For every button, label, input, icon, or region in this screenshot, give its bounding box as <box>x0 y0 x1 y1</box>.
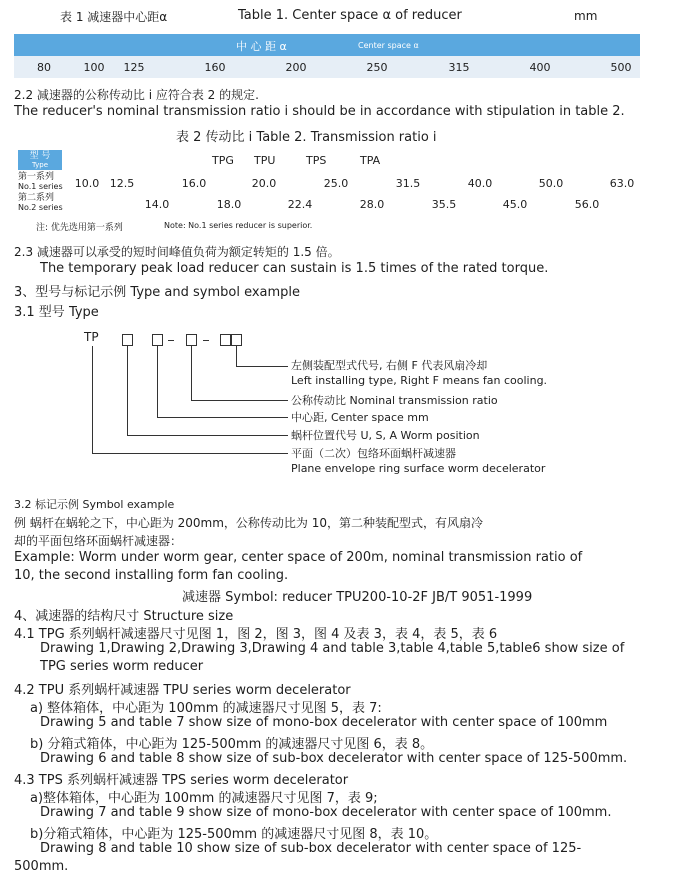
table1-value: 160 <box>204 61 226 74</box>
table2-row2-value: 14.0 <box>144 198 170 211</box>
table1-title-en: Table 1. Center space α of reducer <box>238 8 462 23</box>
section-2-3-en: The temporary peak load reducer can sustain is 1.5 times of the rated torque. <box>40 261 549 276</box>
type-label-installing-cn: 左侧装配型式代号, 右侧 F 代表风扇冷却 <box>291 359 488 372</box>
section-4-2-a-cn: a) 整体箱体，中心距为 100mm 的减速器尺寸见图 5，表 7: <box>30 701 382 716</box>
table2-type-cn: 型 号 <box>29 151 51 161</box>
table1-value: 200 <box>285 61 307 74</box>
section-3-2-heading: 3.2 标记示例 Symbol example <box>14 498 175 511</box>
section-3-2-cn-1: 例 蜗杆在蜗轮之下，中心距为 200mm，公称传动比为 10，第二种装配型式，有风扇冷 <box>14 516 483 530</box>
section-4-2-b-cn: b) 分箱式箱体，中心距为 125-500mm 的减速器尺寸见图 6，表 8。 <box>30 737 434 752</box>
type-label-decelerator-cn: 平面（二次）包络环面蜗杆减速器 <box>291 447 456 460</box>
table2-type: TPU <box>254 154 276 167</box>
leader-line <box>92 453 288 454</box>
table2-row1-value: 40.0 <box>467 177 493 190</box>
table2-row2-en: No.2 series <box>18 203 63 212</box>
section-4-2-heading: 4.2 TPU 系列蜗杆减速器 TPU series worm decelerator <box>14 683 351 698</box>
table2-row2-label <box>18 193 63 213</box>
table2-row1-value: 16.0 <box>181 177 207 190</box>
section-2-2-en: The reducer's nominal transmission ratio i should be in accordance with stipulation in table 2. <box>14 104 625 119</box>
table1-title-cn: 表 1 减速器中心距α <box>60 10 168 24</box>
section-3-2-en-1: Example: Worm under worm gear, center space of 200m, nominal transmission ratio of <box>14 550 583 565</box>
table1-value: 315 <box>448 61 470 74</box>
table2-title: 表 2 传动比 i Table 2. Transmission ratio i <box>176 130 437 145</box>
table1-header-bar <box>14 34 640 56</box>
type-label-ratio: 公称传动比 Nominal transmission ratio <box>291 394 498 407</box>
table1-value: 80 <box>37 61 51 74</box>
table2-row1-value: 25.0 <box>323 177 349 190</box>
leader-line <box>191 400 288 401</box>
table2-row2-value: 45.0 <box>502 198 528 211</box>
type-code-dash <box>203 340 209 341</box>
section-3-2-cn-2: 却的平面包络环面蜗杆减速器： <box>14 534 183 548</box>
section-2-2-cn: 2.2 减速器的公称传动比 i 应符合表 2 的规定. <box>14 88 259 102</box>
table2-row1-value: 63.0 <box>609 177 635 190</box>
table2-row2-value: 28.0 <box>359 198 385 211</box>
table1-value: 125 <box>123 61 145 74</box>
table1-header-en: Center space α <box>358 41 419 50</box>
leader-line <box>191 346 192 401</box>
table2-row2-value: 56.0 <box>574 198 600 211</box>
leader-line <box>236 346 237 367</box>
type-code-box <box>220 334 231 346</box>
table1-value: 250 <box>366 61 388 74</box>
table1-unit: mm <box>574 9 598 23</box>
table1-header-cn: 中 心 距 α <box>236 40 287 53</box>
type-label-center-space: 中心距, Center space mm <box>291 411 429 424</box>
type-code-box <box>122 334 133 346</box>
section-3-2-symbol: 减速器 Symbol: reducer TPU200-10-2F JB/T 9051-1999 <box>182 590 533 605</box>
type-label-worm-position: 蜗杆位置代号 U, S, A Worm position <box>291 429 480 442</box>
table2-row1-value: 50.0 <box>538 177 564 190</box>
table2-type: TPG <box>212 154 234 167</box>
section-4-3-b-en-1: Drawing 8 and table 10 show size of sub-box decelerator with center space of 125- <box>40 841 582 856</box>
table2-type-en: Type <box>31 161 49 169</box>
table2-type: TPS <box>306 154 327 167</box>
section-4-1-en-1: Drawing 1,Drawing 2,Drawing 3,Drawing 4 and table 3,table 4,table 5,table6 show size of <box>40 641 625 656</box>
section-2-3-cn: 2.3 减速器可以承受的短时间峰值负荷为额定转矩的 1.5 倍。 <box>14 245 340 259</box>
table2-row1-value: 12.5 <box>109 177 135 190</box>
table2-row1-label <box>18 172 63 192</box>
section-3-1-heading: 3.1 型号 Type <box>14 305 99 320</box>
table2-row1-value: 10.0 <box>74 177 100 190</box>
section-4-2-a-en: Drawing 5 and table 7 show size of mono-box decelerator with center space of 100mm <box>40 715 608 730</box>
leader-line <box>127 435 288 436</box>
section-4-1-en-2: TPG series worm reducer <box>40 659 204 674</box>
type-code-box <box>152 334 163 346</box>
section-4-3-a-cn: a)整体箱体，中心距为 100mm 的减速器尺寸见图 7，表 9; <box>30 791 378 806</box>
section-4-3-b-en-2: 500mm. <box>14 859 69 874</box>
table2-row2-value: 18.0 <box>216 198 242 211</box>
table2-row2-value: 35.5 <box>431 198 457 211</box>
type-code-box <box>231 334 242 346</box>
table2-row1-value: 20.0 <box>251 177 277 190</box>
section-3-2-en-2: 10, the second installing form fan cooling. <box>14 568 289 583</box>
table2-type-badge <box>18 150 62 170</box>
section-4-1-cn: 4.1 TPG 系列蜗杆减速器尺寸见图 1，图 2，图 3，图 4 及表 3，表 4，表 5，表 6 <box>14 627 498 642</box>
type-label-installing-en: Left installing type, Right F means fan cooling. <box>291 374 548 387</box>
type-label-decelerator-en: Plane envelope ring surface worm decelerator <box>291 462 546 475</box>
type-code-prefix: TP <box>84 330 99 344</box>
table2-row2-value: 22.4 <box>287 198 313 211</box>
section-3-heading: 3、型号与标记示例 Type and symbol example <box>14 285 301 300</box>
table2-note-cn: 注: 优先选用第一系列 <box>36 223 123 233</box>
table2-type: TPA <box>360 154 381 167</box>
section-4-3-heading: 4.3 TPS 系列蜗杆减速器 TPS series worm decelerator <box>14 773 349 788</box>
section-4-heading: 4、减速器的结构尺寸 Structure size <box>14 609 234 624</box>
leader-line <box>157 417 288 418</box>
table1-value: 400 <box>529 61 551 74</box>
table2-note-en: Note: No.1 series reducer is superior. <box>164 221 313 230</box>
leader-line <box>157 346 158 418</box>
type-code-box <box>186 334 197 346</box>
leader-line <box>127 346 128 436</box>
leader-line <box>92 346 93 454</box>
section-4-3-b-cn: b)分箱式箱体，中心距为 125-500mm 的减速器尺寸见图 8，表 10。 <box>30 827 438 842</box>
table2-row1-cn: 第一系列 <box>18 172 55 182</box>
leader-line <box>236 366 288 367</box>
type-code-dash <box>168 340 174 341</box>
table1-value: 100 <box>83 61 105 74</box>
table2-row2-cn: 第二系列 <box>18 193 55 203</box>
section-4-3-a-en: Drawing 7 and table 9 show size of mono-box decelerator with center space of 100mm. <box>40 805 612 820</box>
table1-value: 500 <box>610 61 632 74</box>
table2-row1-value: 31.5 <box>395 177 421 190</box>
table2-row1-en: No.1 series <box>18 182 63 191</box>
section-4-2-b-en: Drawing 6 and table 8 show size of sub-box decelerator with center space of 125-500mm. <box>40 751 628 766</box>
